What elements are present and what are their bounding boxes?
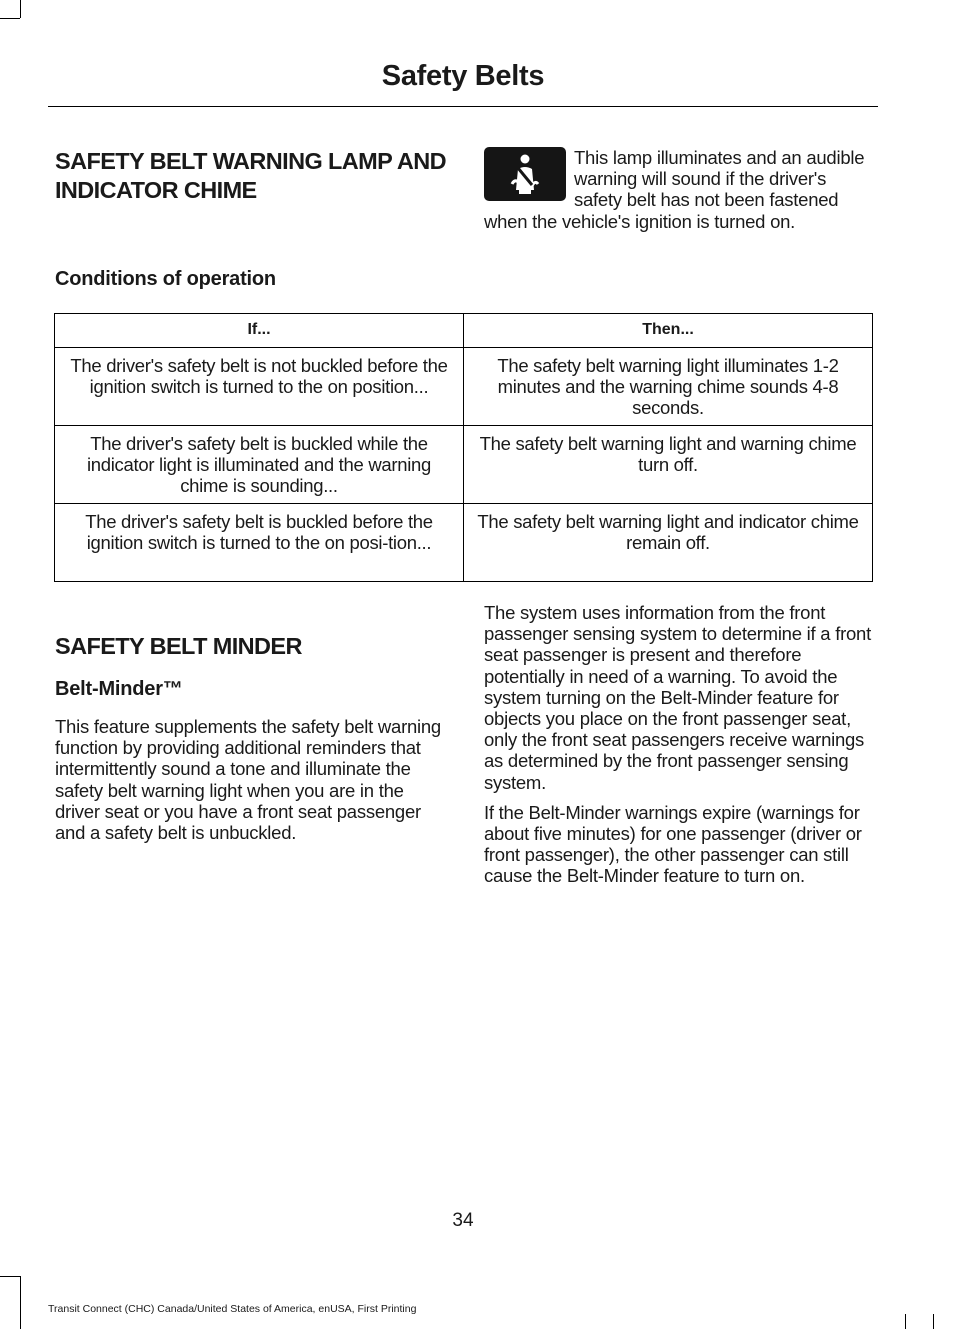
cell-if: The driver's safety belt is not buckled before the ignition switch is turned to the on position...	[55, 348, 464, 426]
crop-mark	[20, 1276, 21, 1329]
conditions-table	[54, 313, 873, 582]
safety-belt-warning-icon	[484, 147, 566, 201]
page-title: Safety Belts	[381, 60, 545, 92]
table-row	[55, 504, 873, 582]
table-header-row	[55, 314, 873, 348]
crop-mark	[0, 18, 20, 19]
crop-mark	[20, 0, 21, 18]
belt-minder-paragraph: The system uses information from the front passenger sensing system to determine if a front seat passenger is present and therefore potentially in need of a warning. To avoid the system turning on the Belt-Minder feature for objects you place on the front passenger seat, only the front seat passengers receive warnings as determined by the front passenger sensing system.	[484, 602, 871, 793]
belt-minder-right-column	[484, 602, 876, 896]
cell-if: The driver's safety belt is buckled before the ignition switch is turned to the on posi-tion...	[55, 504, 464, 582]
column-header-if: If...	[55, 314, 464, 348]
warning-lamp-description: This lamp illuminates and an audible warning will sound if the driver's safety belt has not been fastened when the vehicle's ignition is turned on.	[484, 147, 865, 232]
page-number: 34	[452, 1210, 474, 1231]
warning-lamp-heading: SAFETY BELT WARNING LAMP AND INDICATOR CHIME	[55, 148, 446, 203]
cell-if: The driver's safety belt is buckled while the indicator light is illuminated and the warning chime is sounding...	[55, 426, 464, 504]
title-divider	[48, 106, 878, 107]
conditions-heading: Conditions of operation	[55, 268, 276, 290]
cell-then: The safety belt warning light and warning chime turn off.	[464, 426, 873, 504]
cell-then: The safety belt warning light illuminates 1-2 minutes and the warning chime sounds 4-8 seconds.	[464, 348, 873, 426]
crop-mark	[905, 1314, 906, 1329]
column-header-then: Then...	[464, 314, 873, 348]
cell-then: The safety belt warning light and indicator chime remain off.	[464, 504, 873, 582]
table-row	[55, 348, 873, 426]
warning-lamp-description-block	[484, 147, 876, 232]
belt-minder-subheading: Belt-Minder™	[55, 678, 183, 700]
belt-minder-intro: This feature supplements the safety belt warning function by providing additional reminders that intermittently sound a tone and illuminate the safety belt warning light when you are in the driver seat or you have a front seat passenger and a safety belt is unbuckled.	[55, 716, 441, 844]
table-row	[55, 426, 873, 504]
crop-mark	[933, 1314, 934, 1329]
crop-mark	[0, 1276, 20, 1277]
belt-minder-paragraph: If the Belt-Minder warnings expire (warnings for about five minutes) for one passenger (driver or front passenger), the other passenger can still cause the Belt-Minder feature to turn on.	[484, 801, 862, 887]
belt-minder-heading: SAFETY BELT MINDER	[55, 633, 302, 659]
footer-text: Transit Connect (CHC) Canada/United States of America, enUSA, First Printing	[48, 1303, 417, 1315]
